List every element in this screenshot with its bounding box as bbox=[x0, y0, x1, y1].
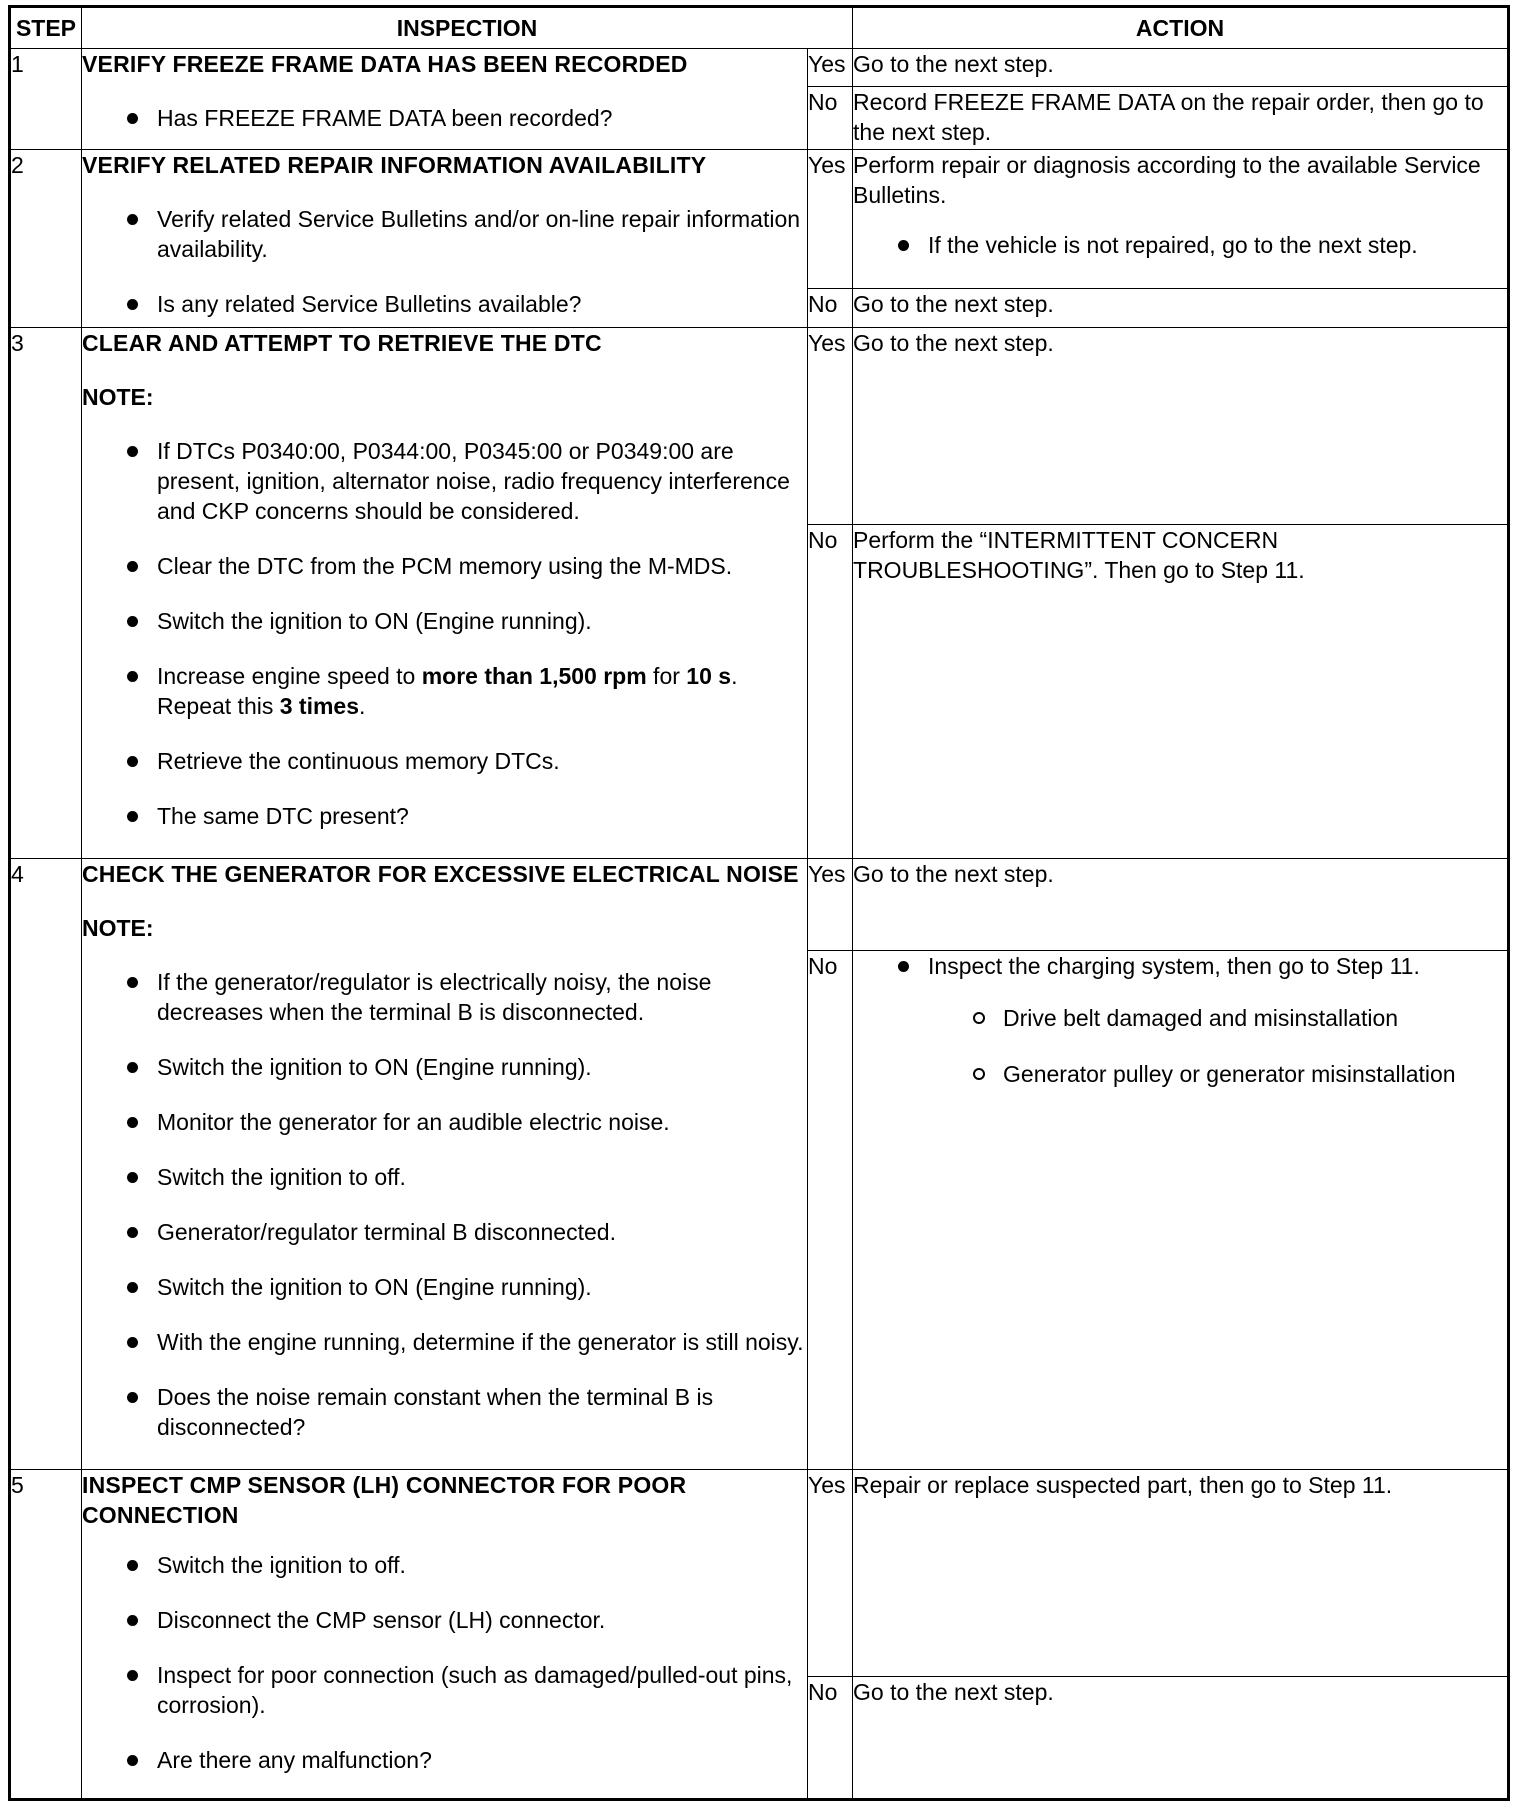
inspection-item: Clear the DTC from the PCM memory using the M-MDS. bbox=[124, 551, 807, 581]
note-label: NOTE: bbox=[82, 384, 154, 411]
yes-action-cell bbox=[853, 150, 1509, 289]
inspection-cell bbox=[82, 1470, 808, 1800]
no-action: Go to the next step. bbox=[853, 289, 1509, 328]
inspection-item: Are there any malfunction? bbox=[124, 1745, 807, 1775]
step-title: CLEAR AND ATTEMPT TO RETRIEVE THE DTC bbox=[82, 330, 602, 357]
inspection-item: If DTCs P0340:00, P0344:00, P0345:00 or P0349:00 are present, ignition, alternator noise, radio frequency interference and CKP concerns should be considered. bbox=[124, 436, 807, 526]
no-action: Perform the “INTERMITTENT CONCERN TROUBLESHOOTING”. Then go to Step 11. bbox=[853, 524, 1509, 859]
no-action-cell bbox=[853, 950, 1509, 1470]
no-label: No bbox=[808, 86, 853, 149]
no-action: Go to the next step. bbox=[853, 1677, 1509, 1800]
yes-action: Go to the next step. bbox=[853, 328, 1509, 524]
no-action-subitem: Drive belt damaged and misinstallation bbox=[970, 1003, 1507, 1033]
inspection-item: Switch the ignition to off. bbox=[124, 1162, 807, 1192]
header-action: ACTION bbox=[853, 7, 1509, 49]
step-row bbox=[10, 328, 1509, 524]
step-number: 1 bbox=[10, 48, 82, 149]
diagnostic-table bbox=[8, 5, 1510, 1801]
step-title: INSPECT CMP SENSOR (LH) CONNECTOR FOR POOR CONNECTION bbox=[82, 1472, 687, 1529]
step-number: 2 bbox=[10, 150, 82, 328]
inspection-item: Switch the ignition to ON (Engine running). bbox=[124, 606, 807, 636]
yes-action: Go to the next step. bbox=[853, 48, 1509, 86]
inspection-item: Is any related Service Bulletins available? bbox=[124, 289, 807, 319]
inspection-cell bbox=[82, 48, 808, 149]
step-row bbox=[10, 150, 1509, 289]
header-row bbox=[10, 7, 1509, 49]
inspection-item: Inspect for poor connection (such as damaged/pulled-out pins, corrosion). bbox=[124, 1660, 807, 1720]
step-number: 3 bbox=[10, 328, 82, 859]
no-label: No bbox=[808, 289, 853, 328]
yes-label: Yes bbox=[808, 150, 853, 289]
no-label: No bbox=[808, 1677, 853, 1800]
inspection-item-speed: Increase engine speed to more than 1,500 rpm for 10 s. Repeat this 3 times. bbox=[124, 661, 807, 721]
yes-label: Yes bbox=[808, 328, 853, 524]
inspection-item: Retrieve the continuous memory DTCs. bbox=[124, 746, 807, 776]
yes-action: Perform repair or diagnosis according to the available Service Bulletins. bbox=[853, 152, 1481, 209]
step-number: 4 bbox=[10, 859, 82, 1470]
yes-action-subitem: If the vehicle is not repaired, go to the next step. bbox=[895, 230, 1507, 260]
inspection-item: Verify related Service Bulletins and/or on-line repair information availability. bbox=[124, 204, 807, 264]
step-number: 5 bbox=[10, 1470, 82, 1800]
no-label: No bbox=[808, 950, 853, 1470]
step-row bbox=[10, 1470, 1509, 1677]
inspection-item: With the engine running, determine if the generator is still noisy. bbox=[124, 1327, 807, 1357]
yes-label: Yes bbox=[808, 1470, 853, 1677]
inspection-cell bbox=[82, 150, 808, 328]
inspection-item: Disconnect the CMP sensor (LH) connector. bbox=[124, 1605, 807, 1635]
no-action-subitem: Generator pulley or generator misinstallation bbox=[970, 1059, 1507, 1089]
inspection-cell bbox=[82, 859, 808, 1470]
no-label: No bbox=[808, 524, 853, 859]
step-row bbox=[10, 859, 1509, 950]
inspection-item: The same DTC present? bbox=[124, 801, 807, 831]
no-action: Record FREEZE FRAME DATA on the repair order, then go to the next step. bbox=[853, 86, 1509, 149]
inspection-item: Switch the ignition to ON (Engine running). bbox=[124, 1052, 807, 1082]
header-step: STEP bbox=[10, 7, 82, 49]
inspection-item: If the generator/regulator is electrically noisy, the noise decreases when the terminal B is disconnected. bbox=[124, 967, 807, 1027]
inspection-cell bbox=[82, 328, 808, 859]
note-label: NOTE: bbox=[82, 915, 154, 942]
yes-action: Repair or replace suspected part, then go to Step 11. bbox=[853, 1470, 1509, 1677]
inspection-item: Switch the ignition to ON (Engine running). bbox=[124, 1272, 807, 1302]
inspection-item: Has FREEZE FRAME DATA been recorded? bbox=[124, 103, 807, 133]
inspection-item: Monitor the generator for an audible electric noise. bbox=[124, 1107, 807, 1137]
inspection-item: Does the noise remain constant when the terminal B is disconnected? bbox=[124, 1382, 807, 1442]
step-title: VERIFY FREEZE FRAME DATA HAS BEEN RECORDED bbox=[82, 50, 688, 77]
step-row bbox=[10, 48, 1509, 86]
step-title: VERIFY RELATED REPAIR INFORMATION AVAILABILITY bbox=[82, 152, 707, 179]
no-action: Inspect the charging system, then go to Step 11. Drive belt damaged and misinstallation Generator pulley or generator misinstallation bbox=[895, 951, 1507, 1089]
inspection-item: Generator/regulator terminal B disconnected. bbox=[124, 1217, 807, 1247]
header-inspection: INSPECTION bbox=[82, 7, 853, 49]
yes-action: Go to the next step. bbox=[853, 859, 1509, 950]
step-title: CHECK THE GENERATOR FOR EXCESSIVE ELECTRICAL NOISE bbox=[82, 861, 799, 888]
inspection-item: Switch the ignition to off. bbox=[124, 1550, 807, 1580]
yes-label: Yes bbox=[808, 48, 853, 86]
yes-label: Yes bbox=[808, 859, 853, 950]
